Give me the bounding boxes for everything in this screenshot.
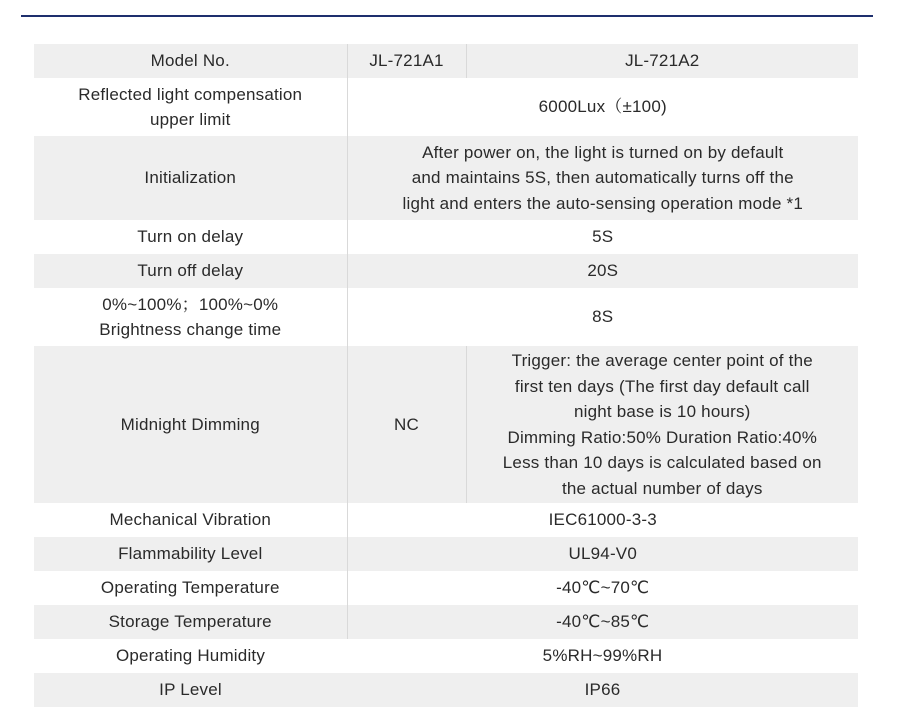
row-value: 20S [347, 254, 858, 288]
label-line: 0%~100%；100%~0% [102, 294, 279, 314]
value-line: night base is 10 hours) [573, 402, 751, 421]
spec-table [34, 44, 858, 707]
model-a-value: NC [347, 346, 466, 503]
label-line: upper limit [149, 110, 231, 129]
label-line: Brightness change time [99, 320, 282, 339]
row-label: Midnight Dimming [34, 346, 347, 503]
value-line: and maintains 5S, then automatically turns off the [411, 168, 794, 188]
model-b-value [466, 346, 858, 503]
table-row [34, 44, 858, 78]
row-label: Storage Temperature [34, 605, 347, 639]
row-label: Flammability Level [34, 537, 347, 571]
table-row [34, 639, 858, 673]
row-value: -40℃~70℃ [347, 571, 858, 605]
table-row [34, 537, 858, 571]
value-line: the actual number of days [561, 478, 763, 498]
row-value [347, 136, 858, 220]
table-row [34, 605, 858, 639]
row-label [34, 78, 347, 136]
row-label: Mechanical Vibration [34, 503, 347, 537]
row-label: Model No. [34, 44, 347, 78]
model-b-cell: JL-721A2 [466, 44, 858, 78]
row-value: IEC61000-3-3 [347, 503, 858, 537]
table-row [34, 136, 858, 220]
row-value: 6000Lux（±100) [347, 78, 858, 136]
value-line: light and enters the auto-sensing operation mode *1 [402, 193, 804, 213]
label-line: Reflected light compensation [78, 84, 303, 104]
row-label: Initialization [34, 136, 347, 220]
table-row [34, 220, 858, 254]
row-label [34, 288, 347, 346]
value-line: first ten days (The first day default call [514, 376, 810, 396]
row-label: IP Level [34, 673, 347, 707]
value-line: After power on, the light is turned on by default [422, 142, 784, 162]
row-value: 5%RH~99%RH [347, 639, 858, 673]
table-row [34, 78, 858, 136]
row-value: UL94-V0 [347, 537, 858, 571]
row-label: Turn on delay [34, 220, 347, 254]
row-value: 8S [347, 288, 858, 346]
table-row [34, 673, 858, 707]
row-label: Operating Humidity [34, 639, 347, 673]
table-row [34, 346, 858, 503]
row-value: IP66 [347, 673, 858, 707]
table-row [34, 503, 858, 537]
table-row [34, 288, 858, 346]
row-value: 5S [347, 220, 858, 254]
table-row [34, 571, 858, 605]
value-line: Dimming Ratio:50% Duration Ratio:40% [507, 427, 818, 447]
value-line: Less than 10 days is calculated based on [502, 453, 822, 472]
model-a-cell: JL-721A1 [347, 44, 466, 78]
row-label: Operating Temperature [34, 571, 347, 605]
table-row [34, 254, 858, 288]
top-divider [21, 15, 873, 17]
value-line: Trigger: the average center point of the [511, 351, 813, 370]
row-label: Turn off delay [34, 254, 347, 288]
row-value: -40℃~85℃ [347, 605, 858, 639]
